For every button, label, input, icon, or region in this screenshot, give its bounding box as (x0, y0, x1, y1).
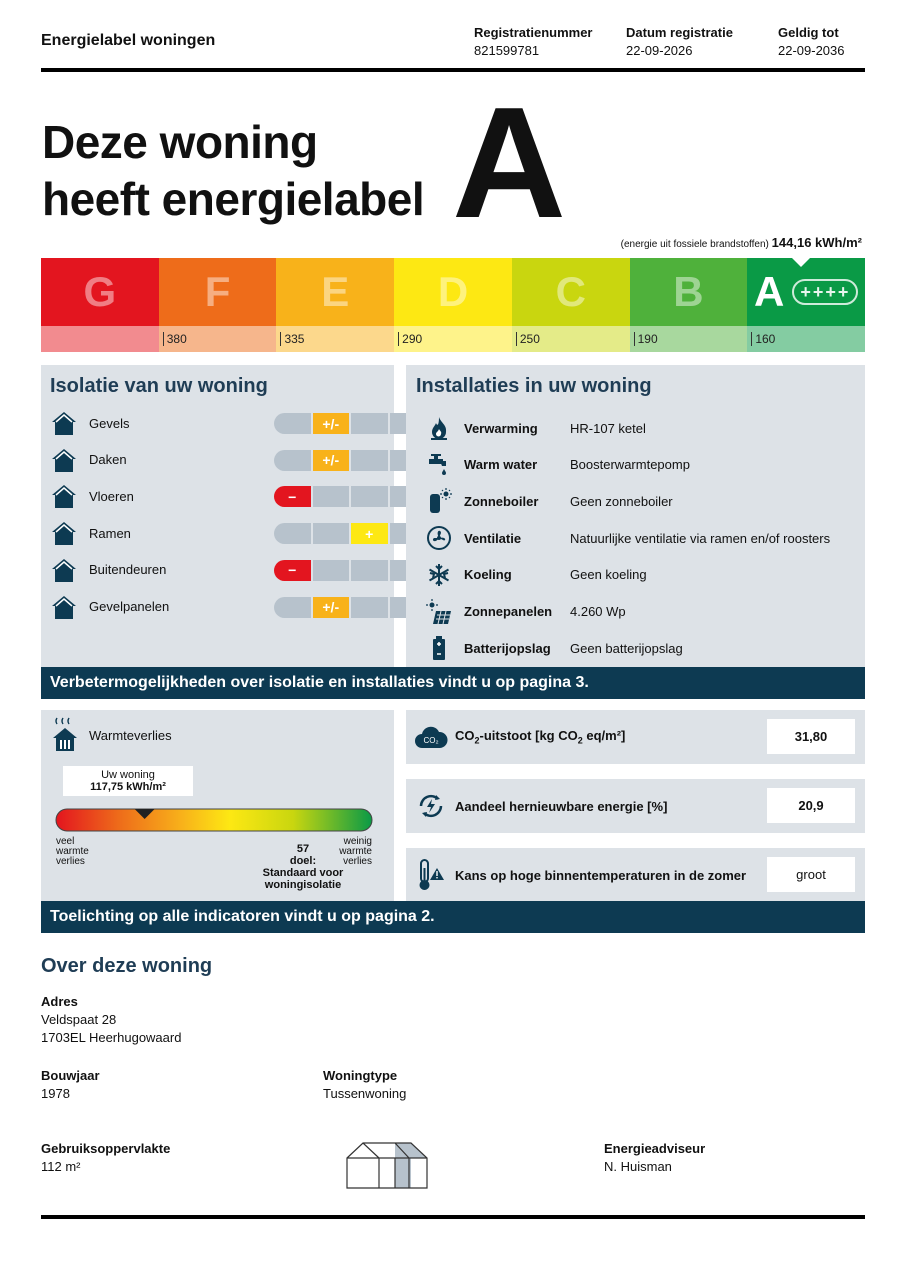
your-home-label: Uw woning (101, 769, 155, 781)
isolation-panel (41, 365, 394, 667)
target-value: 57 (296, 843, 310, 855)
installation-row (426, 452, 690, 478)
house-icon (51, 594, 77, 620)
installation-label: Verwarming (464, 420, 538, 436)
renewable-label: Aandeel hernieuwbare energie [%] (455, 799, 668, 814)
address-block (41, 993, 181, 1047)
heat-loss-title: Warmteverlies (89, 728, 172, 743)
renewable-value: 20,9 (767, 788, 855, 823)
isolation-label: Daken (89, 452, 127, 468)
valid-until-label: Geldig tot (778, 25, 839, 40)
isolation-row (51, 446, 127, 474)
heat-loss-panel (41, 710, 394, 902)
energy-class-letter: E (321, 268, 350, 315)
advisor-value: N. Huisman (604, 1159, 672, 1174)
indicators-banner: Toelichting op alle indicatoren vindt u op pagina 2. (41, 901, 865, 933)
energy-class-c (512, 258, 630, 352)
your-home-bubble (63, 766, 193, 796)
rating-cell (351, 560, 390, 581)
battery-icon (426, 635, 452, 661)
isolation-label: Gevelpanelen (89, 599, 170, 614)
registration-number-value: 821599781 (474, 43, 540, 58)
document-title: Energielabel woningen (41, 32, 216, 49)
installation-value: HR-107 ketel (570, 420, 646, 436)
co2-part-1: CO (455, 728, 475, 743)
energy-label-letter: A (452, 75, 567, 251)
rating-marker: − (274, 560, 313, 581)
rating-cell (313, 486, 352, 507)
installation-row (426, 525, 830, 551)
energy-class-e (276, 258, 394, 352)
rating-cell (351, 413, 390, 434)
installation-row (426, 415, 646, 441)
svg-text:CO₂: CO₂ (423, 736, 439, 745)
isolation-rating-scale (274, 413, 426, 434)
rating-marker: +/- (313, 413, 352, 434)
installation-row (426, 635, 683, 661)
target-caption: doel: (289, 855, 317, 867)
fossil-energy-value: 144,16 kWh/m² (771, 235, 862, 250)
home-type-value: Tussenwoning (323, 1086, 407, 1101)
tap-icon (426, 452, 452, 478)
heat-loss-gradient-bar (55, 806, 375, 836)
co2-sub-1: 2 (474, 735, 480, 746)
installation-value: 4.260 Wp (570, 604, 626, 619)
low-heat-loss-word-1: weinig (343, 836, 372, 847)
overheating-label: Kans op hoge binnentemperaturen in de zomer (455, 868, 747, 883)
isolation-label: Vloeren (89, 488, 134, 504)
isolation-label: Ramen (89, 525, 131, 541)
fossil-energy (621, 235, 862, 250)
hero-heading (42, 114, 424, 228)
isolation-rating-scale (274, 597, 426, 618)
address-label: Adres (41, 994, 78, 1009)
co2-sub-2: 2 (577, 735, 583, 746)
installation-label: Zonnepanelen (464, 604, 553, 619)
high-heat-loss-label (56, 837, 89, 867)
isolation-rating-scale (274, 486, 426, 507)
energy-class-letter: C (555, 268, 586, 315)
overheating-value: groot (767, 857, 855, 892)
rating-cell (274, 413, 313, 434)
rating-marker: +/- (313, 597, 352, 618)
renewable-icon (416, 791, 446, 821)
rating-marker: − (274, 486, 313, 507)
house-icon (51, 557, 77, 583)
energy-class-g (41, 258, 159, 352)
build-year-value: 1978 (41, 1086, 70, 1101)
energy-class-threshold: 190 (634, 332, 658, 346)
address-line-2: 1703EL Heerhugowaard (41, 1030, 182, 1045)
registration-date (626, 24, 733, 60)
advisor-label: Energieadviseur (604, 1141, 706, 1156)
energy-class-threshold: 160 (751, 332, 775, 346)
footer-divider (41, 1215, 865, 1219)
installations-title: Installaties in uw woning (416, 375, 652, 397)
rating-marker: + (351, 523, 390, 544)
energy-class-d (394, 258, 512, 352)
thermometer-warning-icon (416, 858, 446, 892)
rating-cell (313, 560, 352, 581)
installation-row (426, 488, 673, 514)
fan-icon (426, 525, 452, 551)
installation-label: Ventilatie (464, 530, 522, 546)
registration-date-value: 22-09-2026 (626, 43, 693, 58)
floor-area-value: 112 m² (41, 1159, 81, 1174)
installation-label: Batterijopslag (464, 640, 551, 656)
improvement-banner: Verbetermogelijkheden over isolatie en installaties vindt u op pagina 3. (41, 667, 865, 699)
installation-row (426, 562, 647, 588)
isolation-rating-scale (274, 523, 426, 544)
rating-marker: +/- (313, 450, 352, 471)
energy-class-threshold: 290 (398, 332, 422, 346)
installation-value: Geen zonneboiler (570, 493, 673, 509)
co2-part-2: -uitstoot [kg CO (479, 728, 578, 743)
isolation-row (51, 556, 166, 584)
energy-class-letter: F (204, 268, 231, 315)
advisor-block (604, 1140, 705, 1176)
valid-until-value: 22-09-2036 (778, 43, 845, 58)
rating-cell (351, 486, 390, 507)
energy-class-threshold: 335 (280, 332, 304, 346)
low-heat-loss-word-3: verlies (343, 856, 372, 867)
valid-until (778, 24, 845, 60)
energy-class-letter: B (673, 268, 704, 315)
co2-indicator (406, 710, 865, 764)
high-heat-loss-word-3: verlies (56, 856, 85, 867)
plus-marks-badge: ++++ (792, 279, 858, 305)
floor-area-label: Gebruiksoppervlakte (41, 1141, 171, 1156)
low-heat-loss-word-2: warmte (339, 846, 372, 857)
energy-class-scale (41, 258, 865, 352)
your-home-value: 117,75 kWh/m² (90, 781, 166, 793)
isolation-title: Isolatie van uw woning (50, 375, 268, 397)
active-class-arrow (791, 257, 811, 267)
build-year-block (41, 1067, 100, 1103)
rating-cell (351, 450, 390, 471)
house-icon (51, 483, 77, 509)
energy-class-letter: G (83, 268, 117, 315)
overheating-indicator (406, 848, 865, 902)
isolation-rating-scale (274, 560, 426, 581)
terraced-house-icon (345, 1140, 433, 1192)
isolation-row (51, 593, 169, 621)
rating-cell (313, 523, 352, 544)
installation-label: Koeling (464, 567, 512, 583)
installation-value: Natuurlijke ventilatie via ramen en/of roosters (570, 530, 831, 546)
heat-loss-house-icon (51, 716, 79, 752)
energy-class-threshold: 380 (163, 332, 187, 346)
installation-label: Warm water (464, 457, 538, 473)
solar-boiler-icon (426, 488, 452, 514)
about-home-title: Over deze woning (41, 955, 213, 977)
target-label (241, 843, 365, 891)
high-heat-loss-word-1: veel (56, 836, 75, 847)
co2-icon (414, 724, 448, 750)
high-heat-loss-word-2: warmte (56, 846, 89, 857)
installations-panel (406, 365, 865, 667)
hero-line-2: heeft energielabel (42, 173, 425, 225)
header-divider (41, 68, 865, 72)
installation-value: Geen batterijopslag (570, 640, 683, 656)
energy-class-letter: A (753, 268, 785, 315)
isolation-row (51, 482, 134, 510)
rating-cell (274, 597, 313, 618)
installation-row (426, 599, 626, 625)
energy-class-a (747, 258, 865, 352)
rating-cell (274, 450, 313, 471)
energy-class-b (630, 258, 748, 352)
house-icon (51, 447, 77, 473)
isolation-row (51, 519, 131, 547)
solar-panel-icon (426, 599, 452, 625)
rating-cell (351, 597, 390, 618)
co2-label (455, 728, 625, 746)
renewable-indicator (406, 779, 865, 833)
flame-icon (426, 415, 452, 441)
co2-part-3: eq/m²] (582, 728, 626, 743)
energy-class-threshold: 250 (516, 332, 540, 346)
isolation-label: Buitendeuren (89, 562, 167, 578)
installation-value: Boosterwarmtepomp (570, 457, 690, 473)
isolation-label: Gevels (89, 415, 130, 431)
house-icon (51, 520, 77, 546)
rating-cell (274, 523, 313, 544)
energy-class-f (159, 258, 277, 352)
registration-number (474, 24, 592, 60)
registration-number-label: Registratienummer (474, 25, 593, 40)
isolation-rating-scale (274, 450, 426, 471)
target-desc-1: Standaard voor (262, 867, 344, 879)
build-year-label: Bouwjaar (41, 1068, 100, 1083)
installation-value: Geen koeling (570, 567, 647, 583)
fossil-energy-caption: (energie uit fossiele brandstoffen) (620, 239, 769, 250)
target-desc-2: woningisolatie (264, 879, 342, 891)
energy-class-letter: D (437, 268, 469, 315)
home-type-label: Woningtype (323, 1068, 398, 1083)
hero-line-1: Deze woning (42, 116, 318, 168)
house-icon (51, 410, 77, 436)
home-type-block (323, 1067, 406, 1103)
isolation-row (51, 409, 129, 437)
floor-area-block (41, 1140, 170, 1176)
installation-label: Zonneboiler (464, 493, 539, 509)
registration-date-label: Datum registratie (626, 25, 733, 40)
co2-value: 31,80 (767, 719, 855, 754)
snowflake-icon (426, 562, 452, 588)
address-line-1: Veldspaat 28 (41, 1012, 117, 1027)
